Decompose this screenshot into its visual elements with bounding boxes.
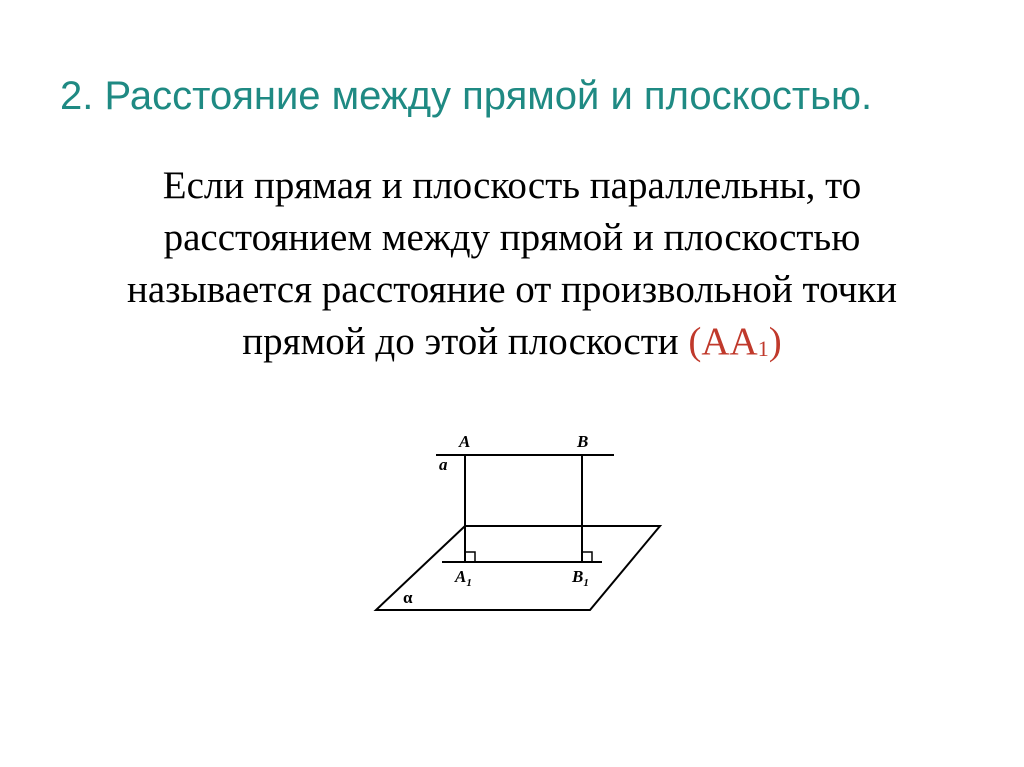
right-angle-mark-A1 (465, 552, 475, 562)
label-A1-sub: 1 (466, 577, 472, 589)
label-B: B (577, 432, 589, 451)
label-B1-letter: B (572, 567, 584, 586)
right-angle-mark-B1 (582, 552, 592, 562)
segment-notation (688, 320, 781, 363)
plane-alpha (376, 526, 660, 610)
segment-name: АА (701, 320, 758, 363)
label-A1-letter: A (455, 567, 467, 586)
segment-open-paren: ( (688, 320, 702, 363)
definition-line-2: расстоянием между прямой и плоскостью (163, 216, 861, 259)
label-A1 (454, 567, 472, 589)
slide-title: 2. Расстояние между прямой и плоскостью. (60, 74, 873, 118)
label-A: A (459, 432, 471, 451)
definition-line-4: прямой до этой плоскости (242, 320, 689, 363)
segment-subscript: 1 (757, 336, 769, 361)
geometry-figure (370, 428, 670, 618)
label-B1 (571, 567, 589, 589)
segment-close-paren: ) (768, 320, 782, 363)
label-B1-sub: 1 (583, 577, 589, 589)
definition-line-1: Если прямая и плоскость параллельны, то (162, 164, 862, 207)
label-plane-alpha: α (403, 588, 413, 607)
definition-text (60, 160, 964, 373)
label-line-a: a (439, 455, 448, 474)
definition-line-3: называется расстояние от произвольной точки (126, 268, 898, 311)
